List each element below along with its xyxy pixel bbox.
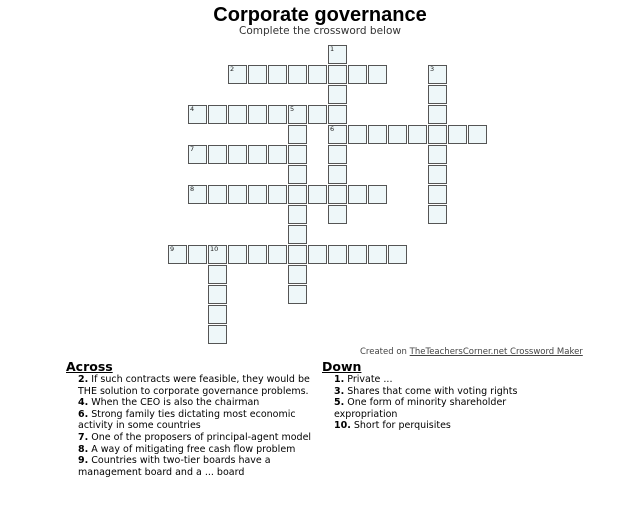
credit-line: [360, 347, 583, 357]
clue-number: 6.: [78, 408, 89, 420]
clue-text: Strong family ties dictating most economic activity in some countries: [78, 408, 296, 432]
clue-number: 1.: [334, 374, 345, 385]
clue-text: If such contracts were feasible, they would be THE solution to corporate governance problems.: [78, 374, 310, 397]
grid-cell[interactable]: [428, 205, 447, 224]
grid-cell[interactable]: [328, 105, 347, 124]
clue-down-10: [322, 420, 572, 432]
credit-prefix: Created on: [360, 347, 410, 357]
grid-cell[interactable]: [348, 245, 367, 264]
cell-number: 4: [190, 105, 195, 113]
grid-cell[interactable]: [288, 285, 307, 304]
across-list: [66, 374, 316, 478]
grid-cell[interactable]: [248, 245, 267, 264]
clue-across-2: [66, 374, 316, 397]
grid-cell[interactable]: [428, 185, 447, 204]
grid-cell[interactable]: [308, 65, 327, 84]
grid-cell[interactable]: [428, 65, 447, 84]
clue-text: Countries with two-tier boards have a management board and a ... board: [78, 455, 271, 478]
down-heading: Down: [322, 359, 362, 374]
cell-number: 2: [230, 65, 235, 73]
page-subtitle: Complete the crossword below: [239, 25, 401, 37]
grid-cell[interactable]: [228, 105, 247, 124]
cell-number: 7: [190, 145, 195, 153]
grid-cell[interactable]: [308, 245, 327, 264]
grid-cell[interactable]: [428, 85, 447, 104]
grid-cell[interactable]: [288, 245, 307, 264]
clue-text: A way of mitigating free cash flow problem: [91, 443, 296, 455]
page-title: Corporate governance: [213, 4, 427, 26]
clue-across-8: [66, 444, 316, 456]
clue-number: 4.: [78, 397, 89, 409]
clue-text: Private ...: [347, 374, 393, 385]
clue-number: 2.: [78, 374, 89, 385]
cell-number: 1: [330, 45, 335, 53]
cell-number: 8: [190, 185, 195, 193]
grid-cell[interactable]: [288, 265, 307, 284]
clue-text: One form of minority shareholder expropriation: [334, 397, 507, 420]
grid-cell[interactable]: [288, 185, 307, 204]
cell-number: 3: [430, 65, 435, 73]
credit-link[interactable]: TheTeachersCorner.net Crossword Maker: [409, 347, 583, 357]
clue-across-9: [66, 455, 316, 478]
grid-cell[interactable]: [288, 105, 307, 124]
grid-cell[interactable]: [328, 85, 347, 104]
grid-cell[interactable]: [288, 205, 307, 224]
grid-cell[interactable]: [208, 325, 227, 344]
grid-cell[interactable]: [348, 125, 367, 144]
clue-number: 8.: [78, 443, 89, 455]
grid-cell[interactable]: [468, 125, 487, 144]
grid-cell[interactable]: [208, 245, 227, 264]
grid-cell[interactable]: [448, 125, 467, 144]
grid-cell[interactable]: [208, 105, 227, 124]
grid-cell[interactable]: [328, 145, 347, 164]
grid-cell[interactable]: [288, 65, 307, 84]
grid-cell[interactable]: [408, 125, 427, 144]
grid-cell[interactable]: [268, 65, 287, 84]
grid-cell[interactable]: [428, 165, 447, 184]
clue-down-3: [322, 386, 572, 398]
grid-cell[interactable]: [268, 145, 287, 164]
grid-cell[interactable]: [368, 185, 387, 204]
clue-across-7: [66, 432, 316, 444]
grid-cell[interactable]: [248, 145, 267, 164]
grid-cell[interactable]: [268, 105, 287, 124]
cell-number: 6: [330, 125, 335, 133]
down-clues: [322, 359, 572, 432]
grid-cell[interactable]: [208, 185, 227, 204]
grid-cell[interactable]: [188, 105, 207, 124]
clue-number: 7.: [78, 431, 89, 443]
grid-cell[interactable]: [328, 245, 347, 264]
grid-cell[interactable]: [228, 145, 247, 164]
grid-cell[interactable]: [328, 185, 347, 204]
grid-cell[interactable]: [228, 245, 247, 264]
clue-across-6: [66, 409, 316, 432]
across-clues: [66, 359, 316, 478]
clue-number: 3.: [334, 385, 345, 397]
grid-cell[interactable]: [328, 65, 347, 84]
grid-cell[interactable]: [208, 145, 227, 164]
grid-cell[interactable]: [328, 165, 347, 184]
clue-text: Shares that come with voting rights: [347, 385, 518, 397]
grid-cell[interactable]: [308, 185, 327, 204]
grid-cell[interactable]: [208, 305, 227, 324]
grid-cell[interactable]: [428, 105, 447, 124]
clue-number: 10.: [334, 420, 351, 432]
clue-across-4: [66, 397, 316, 409]
grid-cell[interactable]: [208, 265, 227, 284]
grid-cell[interactable]: [288, 225, 307, 244]
grid-cell[interactable]: [268, 245, 287, 264]
cell-number: 9: [170, 245, 175, 253]
grid-cell[interactable]: [348, 65, 367, 84]
grid-cell[interactable]: [288, 125, 307, 144]
grid-cell[interactable]: [308, 105, 327, 124]
grid-cell[interactable]: [208, 285, 227, 304]
grid-cell[interactable]: [188, 145, 207, 164]
grid-cell[interactable]: [288, 165, 307, 184]
cell-number: 5: [290, 105, 295, 113]
grid-cell[interactable]: [328, 45, 347, 64]
grid-cell[interactable]: [268, 185, 287, 204]
grid-cell[interactable]: [428, 125, 447, 144]
cell-number: 10: [210, 245, 219, 253]
grid-cell[interactable]: [368, 125, 387, 144]
grid-cell[interactable]: [188, 245, 207, 264]
clue-text: Short for perquisites: [353, 420, 451, 432]
grid-cell[interactable]: [368, 65, 387, 84]
grid-cell[interactable]: [288, 145, 307, 164]
grid-cell[interactable]: [248, 105, 267, 124]
grid-cell[interactable]: [248, 65, 267, 84]
grid-cell[interactable]: [388, 245, 407, 264]
grid-cell[interactable]: [368, 245, 387, 264]
grid-cell[interactable]: [228, 65, 247, 84]
clue-text: One of the proposers of principal-agent model: [91, 431, 312, 443]
grid-cell[interactable]: [168, 245, 187, 264]
grid-cell[interactable]: [348, 185, 367, 204]
down-list: [322, 374, 572, 432]
grid-cell[interactable]: [248, 185, 267, 204]
clue-number: 5.: [334, 397, 345, 409]
clue-number: 9.: [78, 455, 89, 467]
grid-cell[interactable]: [188, 185, 207, 204]
clue-down-5: [322, 397, 572, 420]
grid-cell[interactable]: [428, 145, 447, 164]
grid-cell[interactable]: [228, 185, 247, 204]
clue-text: When the CEO is also the chairman: [91, 397, 260, 409]
across-heading: Across: [66, 359, 113, 374]
grid-cell[interactable]: [388, 125, 407, 144]
grid-cell[interactable]: [328, 205, 347, 224]
grid-cell[interactable]: [328, 125, 347, 144]
clue-down-1: [322, 374, 572, 386]
